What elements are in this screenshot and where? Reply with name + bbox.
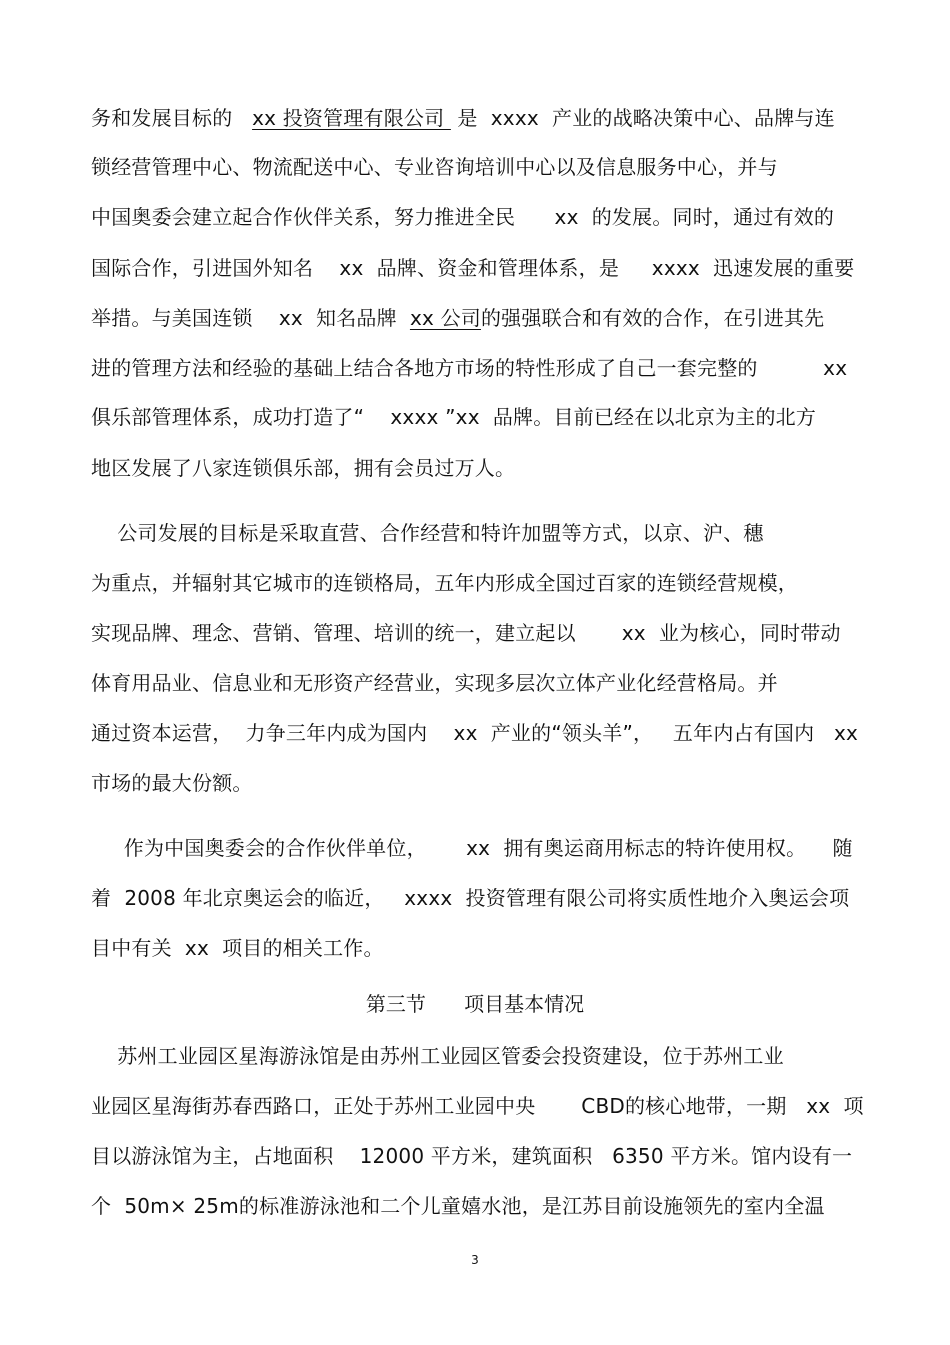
company-name-underlined: xx 公司 [409, 306, 481, 330]
paragraph-1-line-2: 锁经营管理中心、物流配送中心、专业咨询培训中心以及信息服务中心，并与 [91, 155, 778, 179]
paragraph-1-line-5 [91, 302, 824, 334]
company-name-underlined: xx 投资管理有限公司 [252, 106, 451, 130]
paragraph-1-line-3: 中国奥委会建立起合作伙伴关系，努力推进全民 xx 的发展。同时，通过有效的 [91, 205, 835, 229]
paragraph-3-line-1: 作为中国奥委会的合作伙伴单位， xx 拥有奥运商用标志的特许使用权。 随 [91, 836, 853, 860]
paragraph-2-line-1: 公司发展的目标是采取直营、合作经营和特许加盟等方式，以京、沪、穗 [91, 521, 764, 545]
paragraph-1-line-6: 进的管理方法和经验的基础上结合各地方市场的特性形成了自己一套完整的 xx [91, 356, 848, 380]
text-run: 务和发展目标的 [91, 106, 253, 130]
paragraph-4-line-3: 目以游泳馆为主，占地面积 12000 平方米，建筑面积 6350 平方米。馆内设有一 [91, 1144, 853, 1168]
paragraph-2-line-2: 为重点，并辐射其它城市的连锁格局，五年内形成全国过百家的连锁经营规模， [91, 571, 798, 595]
paragraph-1-line-4: 国际合作，引进国外知名 xx 品牌、资金和管理体系，是 xxxx 迅速发展的重要 [91, 256, 855, 280]
paragraph-4-line-4: 个 50m× 25m的标准游泳池和二个儿童嬉水池，是江苏目前设施领先的室内全温 [91, 1194, 825, 1218]
paragraph-2-line-6: 市场的最大份额。 [91, 771, 253, 795]
paragraph-4-line-2: 业园区星海街苏春西路口，正处于苏州工业园中央 CBD的核心地带，一期 xx 项 [91, 1094, 864, 1118]
paragraph-3-line-3: 目中有关 xx 项目的相关工作。 [91, 936, 384, 960]
text-run: 是 xxxx 产业的战略决策中心、品牌与连 [450, 106, 835, 130]
paragraph-1-line-7: 俱乐部管理体系，成功打造了“ xxxx ”xx 品牌。目前已经在以北京为主的北方 [91, 405, 817, 429]
paragraph-2-line-4: 体育用品业、信息业和无形资产经营业，实现多层次立体产业化经营格局。并 [91, 671, 778, 695]
paragraph-3-line-2: 着 2008 年北京奥运会的临近， xxxx 投资管理有限公司将实质性地介入奥运会项 [91, 886, 850, 910]
section-heading: 第三节 项目基本情况 [365, 992, 585, 1016]
paragraph-1-line-8: 地区发展了八家连锁俱乐部，拥有会员过万人。 [91, 456, 516, 480]
page-number: 3 [471, 1253, 479, 1267]
paragraph-4-line-1: 苏州工业园区星海游泳馆是由苏州工业园区管委会投资建设，位于苏州工业 [91, 1044, 784, 1068]
text-run: 的强强联合和有效的合作，在引进其先 [480, 306, 825, 330]
paragraph-1-line-1 [91, 102, 835, 134]
text-run: 举措。与美国连锁 xx 知名品牌 [91, 306, 410, 330]
paragraph-2-line-3: 实现品牌、理念、营销、管理、培训的统一，建立起以 xx 业为核心，同时带动 [91, 621, 841, 645]
paragraph-2-line-5: 通过资本运营， 力争三年内成为国内 xx 产业的“领头羊”， 五年内占有国内 xx [91, 721, 859, 745]
